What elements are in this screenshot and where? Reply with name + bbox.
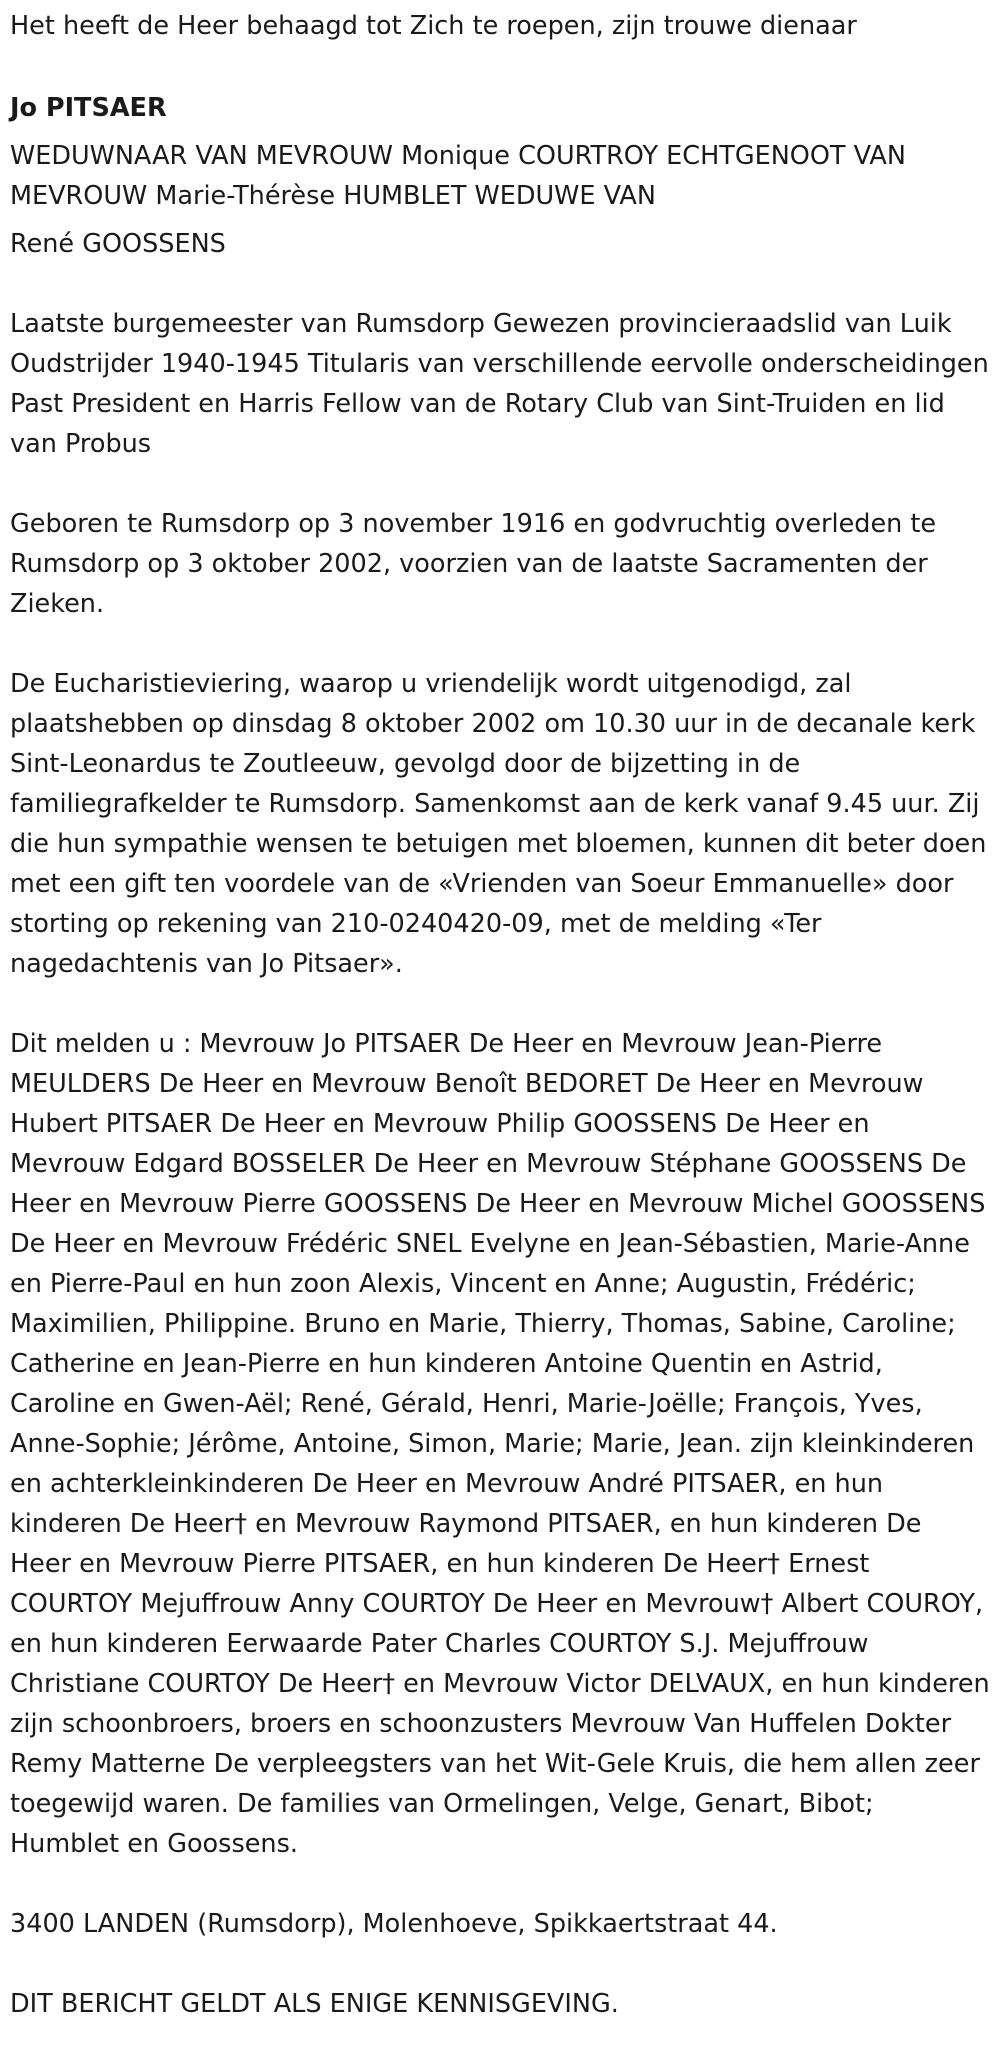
deceased-name: Jo PITSAER xyxy=(10,93,167,123)
notice-paragraph: DIT BERICHT GELDT ALS ENIGE KENNISGEVING. xyxy=(10,1989,619,2019)
birth-death-paragraph: Geboren te Rumsdorp op 3 november 1916 en godvruchtig overleden te Rumsdorp op 3 oktober 2002, voorzien van de laatste Sacramenten der Zieken. xyxy=(10,509,937,619)
relation-last-text: René GOOSSENS xyxy=(10,229,226,259)
family-paragraph: Dit melden u : Mevrouw Jo PITSAER De Heer en Mevrouw Jean-Pierre MEULDERS De Heer en Mevrouw Benoît BEDORET De Heer en Mevrouw Hubert PITSAER De Heer en Mevrouw Philip GOOSSENS De Heer en Mevrouw Edgard BOSSELER De Heer en Mevrouw Stéphane GOOSSENS De Heer en Mevrouw Pierre GOOSSENS De Heer en Mevrouw Michel GOOSSENS De Heer en Mevrouw Frédéric SNEL Evelyne en Jean-Sébastien, Marie-Anne en Pierre-Paul en hun zoon Alexis, Vincent en Anne; Augustin, Frédéric; Maximilien, Philippine. Bruno en Marie, Thierry, Thomas, Sabine, Caroline; Catherine en Jean-Pierre en hun kinderen Antoine Quentin en Astrid, Caroline en Gwen-Aël; René, Gérald, Henri, Marie-Joëlle; François, Yves, Anne-Sophie; Jérôme, Antoine, Simon, Marie; Marie, Jean. zijn kleinkinderen en achterkleinkinderen De Heer en Mevrouw André PITSAER, en hun kinderen De Heer† en Mevrouw Raymond PITSAER, en hun kinderen De Heer en Mevrouw Pierre PITSAER, en hun kinderen De Heer† Ernest COURTOY Mejuffrouw Anny COURTOY De Heer en Mevrouw† Albert COUROY, en hun kinderen Eerwaarde Pater Charles COURTOY S.J. Mejuffrouw Christiane COURTOY De Heer† en Mevrouw Victor DELVAUX, en hun kinderen zijn schoonbroers, broers en schoonzusters Mevrouw Van Huffelen Dokter Remy Matterne De verpleegsters van het Wit-Gele Kruis, die hem allen zeer toegewijd waren. De families van Ormelingen, Velge, Genart, Bibot; Humblet en Goossens. xyxy=(10,1029,990,1859)
relations-text: WEDUWNAAR VAN MEVROUW Monique COURTROY ECHTGENOOT VAN MEVROUW Marie-Thérèse HUMBLET WEDUWE VAN xyxy=(10,141,906,211)
address-paragraph: 3400 LANDEN (Rumsdorp), Molenhoeve, Spikkaertstraat 44. xyxy=(10,1909,778,1939)
ceremony-paragraph: De Eucharistieviering, waarop u vriendelijk wordt uitgenodigd, zal plaatshebben op dinsdag 8 oktober 2002 om 10.30 uur in de decanale kerk Sint-Leonardus te Zoutleeuw, gevolgd door de bijzetting in de familiegrafkelder te Rumsdorp. Samenkomst aan de kerk vanaf 9.45 uur. Zij die hun sympathie wensen te betuigen met bloemen, kunnen dit beter doen met een gift ten voordele van de «Vrienden van Soeur Emmanuelle» door storting op rekening van 210-0240420-09, met de melding «Ter nagedachtenis van Jo Pitsaer». xyxy=(10,669,987,979)
intro-text: Het heeft de Heer behaagd tot Zich te roepen, zijn trouwe dienaar xyxy=(10,11,857,41)
titles-paragraph: Laatste burgemeester van Rumsdorp Gewezen provincieraadslid van Luik Oudstrijder 1940-1945 Titularis van verschillende eervolle onderscheidingen Past President en Harris Fellow van de Rotary Club van Sint-Truiden en lid van Probus xyxy=(10,309,989,459)
